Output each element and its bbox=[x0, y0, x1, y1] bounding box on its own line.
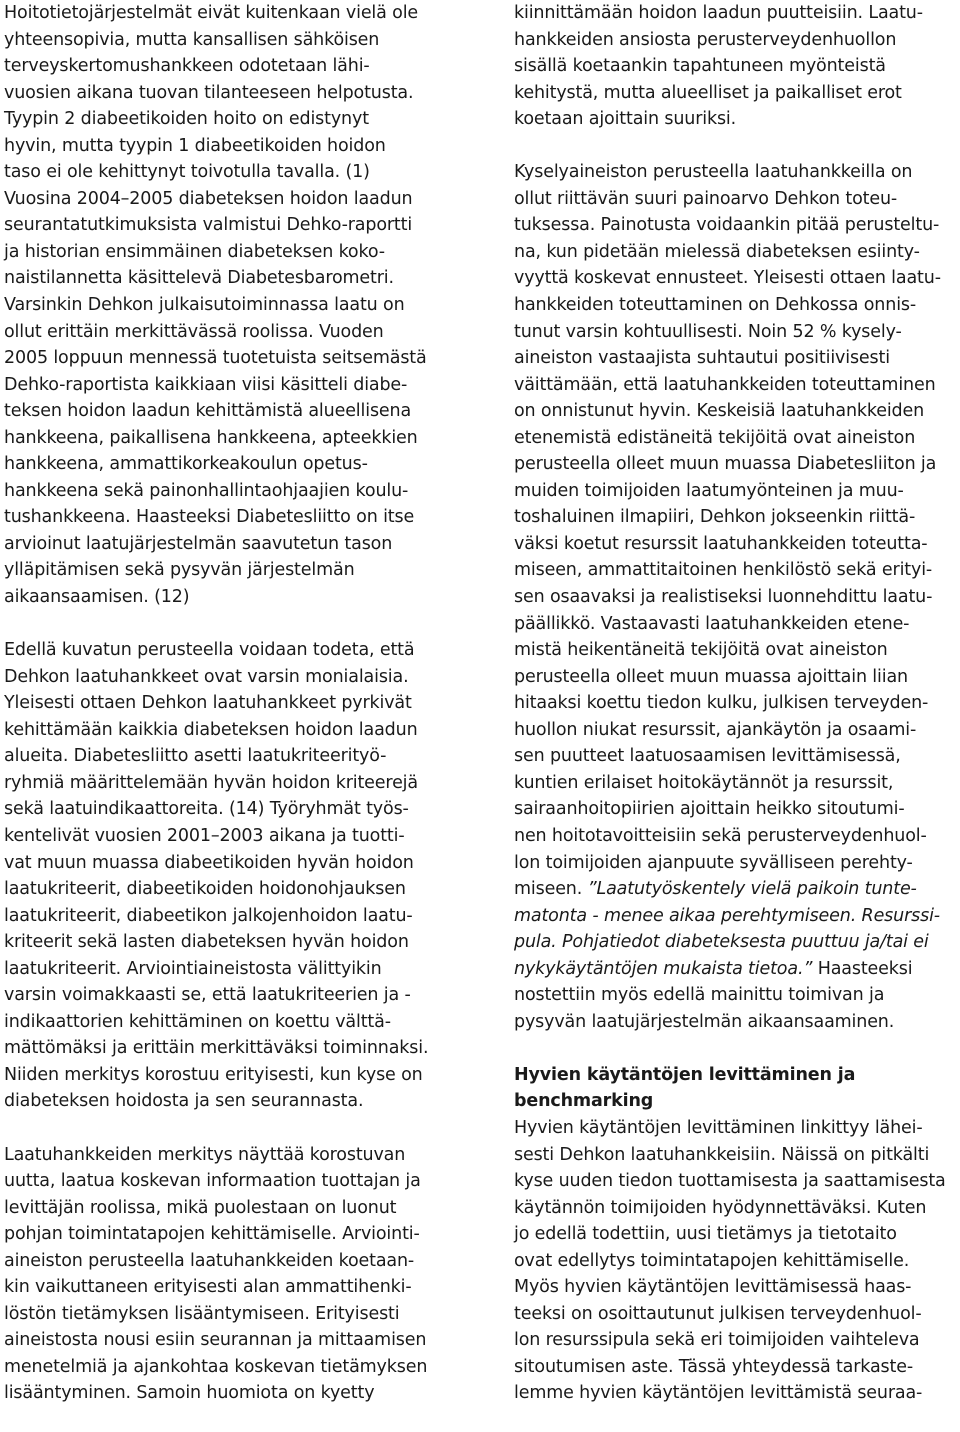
text-line: sen osaavaksi ja realistiseksi luonnehdittu laatu- bbox=[514, 587, 933, 608]
text-line: jo edellä todettiin, uusi tietämys ja tietotaito bbox=[514, 1224, 897, 1245]
text-line: Varsinkin Dehkon julkaisutoiminnassa laatu on bbox=[4, 295, 405, 316]
text-line: ylläpitämisen sekä pysyvän järjestelmän bbox=[4, 560, 355, 581]
text-line: kuntien erilaiset hoitokäytännöt ja resurssit, bbox=[514, 772, 894, 793]
text-line: ollut riittävän suuri painoarvo Dehkon toteu- bbox=[514, 188, 898, 209]
text-line: pysyvän laatujärjestelmän aikaansaaminen. bbox=[514, 1011, 895, 1032]
text-line: Dehkon laatuhankkeet ovat varsin monialaisia. bbox=[4, 666, 409, 687]
text-fragment: Haasteeksi bbox=[817, 958, 913, 979]
text-line: laatukriteerit, diabeetikoiden hoidonohjauksen bbox=[4, 879, 406, 900]
text-line: na, kun pidetään mielessä diabeteksen esiinty- bbox=[514, 241, 920, 262]
text-line: yhteensopivia, mutta kansallisen sähköisen bbox=[4, 29, 380, 50]
right-column bbox=[514, 0, 958, 1407]
text-line: Kyselyaineiston perusteella laatuhankkeilla on bbox=[514, 162, 913, 183]
text-line: hankkeena, ammattikorkeakoulun opetus- bbox=[4, 454, 368, 475]
text-line: nostettiin myös edellä mainittu toimivan ja bbox=[514, 985, 885, 1006]
paragraph-gap bbox=[514, 133, 958, 160]
text-line: 2005 loppuun mennessä tuotetuista seitsemästä bbox=[4, 348, 427, 369]
text-line: uutta, laatua koskevan informaation tuottajan ja bbox=[4, 1171, 421, 1192]
text-line: lon resurssipula sekä eri toimijoiden vaihteleva bbox=[514, 1330, 920, 1351]
text-line: käytännön toimijoiden hyödynnettäväksi. Kuten bbox=[514, 1197, 927, 1218]
text-line: ollut erittäin merkittävässä roolissa. Vuoden bbox=[4, 321, 384, 342]
text-line: Tyypin 2 diabeetikoiden hoito on edistynyt bbox=[4, 109, 369, 130]
text-line: koetaan ajoittain suuriksi. bbox=[514, 109, 737, 130]
text-line: Dehko-raportista kaikkiaan viisi käsitteli diabe- bbox=[4, 374, 408, 395]
quote-text: nykykäytäntöjen mukaista tietoa.” bbox=[514, 958, 813, 979]
text-line: kehitystä, mutta alueelliset ja paikalliset erot bbox=[514, 82, 902, 103]
text-line: sen puutteet laatuosaamisen levittämisessä, bbox=[514, 746, 901, 767]
text-line: aineiston vastaajista suhtautui positiivisesti bbox=[514, 348, 890, 369]
text-line: vuosien aikana tuovan tilanteeseen helpotusta. bbox=[4, 82, 414, 103]
text-line: kehittämään kaikkia diabeteksen hoidon laadun bbox=[4, 719, 418, 740]
left-column bbox=[4, 0, 448, 1407]
text-line: Vuosina 2004–2005 diabeteksen hoidon laadun bbox=[4, 188, 413, 209]
text-line: levittäjän roolissa, mikä puolestaan on luonut bbox=[4, 1197, 397, 1218]
text-line: toshaluinen ilmapiiri, Dehkon jokseenkin riittä- bbox=[514, 507, 916, 528]
section-heading: Hyvien käytäntöjen levittäminen ja bbox=[514, 1064, 856, 1085]
text-line: teksen hoidon laadun kehittämistä alueellisena bbox=[4, 401, 412, 422]
text-line: alueita. Diabetesliitto asetti laatukriteerityö- bbox=[4, 746, 387, 767]
section-best-practices bbox=[514, 1062, 958, 1407]
text-line: Hyvien käytäntöjen levittäminen linkittyy lähei- bbox=[514, 1117, 923, 1138]
paragraph-1 bbox=[4, 0, 448, 611]
quote-text: ”Laatutyöskentely vielä paikoin tunte- bbox=[587, 879, 917, 900]
text-line: kyse uuden tiedon tuottamisesta ja saattamisesta bbox=[514, 1171, 946, 1192]
text-line: laatukriteerit. Arviointiaineistosta välittyikin bbox=[4, 958, 382, 979]
text-line: tuksessa. Painotusta voidaankin pitää perusteltu- bbox=[514, 215, 940, 236]
text-line: vyyttä koskevat ennusteet. Yleisesti ottaen laatu- bbox=[514, 268, 941, 289]
text-line: lisääntyminen. Samoin huomiota on kyetty bbox=[4, 1383, 375, 1404]
text-line: sesti Dehkon laatuhankkeisiin. Näissä on pitkälti bbox=[514, 1144, 930, 1165]
text-line: lemme hyvien käytäntöjen levittämistä seuraa- bbox=[514, 1383, 923, 1404]
paragraph-4 bbox=[514, 0, 958, 133]
text-line: kiinnittämään hoidon laadun puutteisiin. Laatu- bbox=[514, 3, 923, 23]
text-line: teeksi on osoittautunut julkisen terveydenhuol- bbox=[514, 1303, 922, 1324]
quote-line: matonta - menee aikaa perehtymiseen. Resurssi- bbox=[514, 905, 940, 926]
text-line: diabeteksen hoidosta ja sen seurannasta. bbox=[4, 1091, 364, 1112]
text-line: löstön tietämyksen lisääntymiseen. Erityisesti bbox=[4, 1303, 400, 1324]
text-line: miseen, ammattitaitoinen henkilöstö sekä erityi- bbox=[514, 560, 933, 581]
section-heading: benchmarking bbox=[514, 1091, 654, 1112]
text-fragment: miseen. bbox=[514, 879, 583, 900]
paragraph-gap bbox=[4, 611, 448, 638]
text-line: laatukriteerit, diabeetikon jalkojenhoidon laatu- bbox=[4, 905, 413, 926]
paragraph-3 bbox=[4, 1142, 448, 1407]
text-line: aineistosta nousi esiin seurannan ja mittaamisen bbox=[4, 1330, 427, 1351]
text-line: perusteella olleet muun muassa ajoittain liian bbox=[514, 666, 908, 687]
text-line bbox=[514, 956, 958, 983]
text-line: hankkeena sekä painonhallintaohjaajien koulu- bbox=[4, 480, 409, 501]
text-line: muiden toimijoiden laatumyönteinen ja muu- bbox=[514, 480, 904, 501]
text-line: varsin voimakkaasti se, että laatukriteerien ja - bbox=[4, 985, 411, 1006]
text-line: hankkeiden toteuttaminen on Dehkossa onnis- bbox=[514, 295, 917, 316]
text-line: arvioinut laatujärjestelmän saavutetun tason bbox=[4, 533, 393, 554]
text-line: hyvin, mutta tyypin 1 diabeetikoiden hoidon bbox=[4, 135, 386, 156]
text-line: pohjan toimintatapojen kehittämiselle. Arviointi- bbox=[4, 1224, 420, 1245]
text-line: taso ei ole kehittynyt toivotulla tavalla. (1) bbox=[4, 162, 370, 183]
text-line: väittämään, että laatuhankkeiden toteuttaminen bbox=[514, 374, 936, 395]
text-line bbox=[514, 876, 958, 903]
text-line: hankkeena, paikallisena hankkeena, apteekkien bbox=[4, 427, 418, 448]
quote-line: pula. Pohjatiedot diabeteksesta puuttuu ja/tai ei bbox=[514, 932, 929, 953]
text-line: etenemistä edistäneitä tekijöitä ovat aineiston bbox=[514, 427, 916, 448]
text-line: sairaanhoitopiirien ajoittain heikko sitoutumi- bbox=[514, 799, 905, 820]
text-line: sitoutumisen aste. Tässä yhteydessä tarkaste- bbox=[514, 1356, 913, 1377]
text-line: ja historian ensimmäinen diabeteksen koko- bbox=[4, 241, 385, 262]
text-line: on onnistunut hyvin. Keskeisiä laatuhankkeiden bbox=[514, 401, 925, 422]
text-line: aineiston perusteella laatuhankkeiden koetaan- bbox=[4, 1250, 415, 1271]
text-line: kriteerit sekä lasten diabeteksen hyvän hoidon bbox=[4, 932, 409, 953]
text-line: Edellä kuvatun perusteella voidaan todeta, että bbox=[4, 640, 415, 661]
text-line: päällikkö. Vastaavasti laatuhankkeiden etene- bbox=[514, 613, 910, 634]
text-line: huollon niukat resurssit, ajankäytön ja osaami- bbox=[514, 719, 917, 740]
paragraph-gap bbox=[4, 1115, 448, 1142]
text-line: hankkeiden ansiosta perusterveydenhuollon bbox=[514, 29, 897, 50]
paragraph-5 bbox=[514, 159, 958, 1035]
text-line: seurantatutkimuksista valmistui Dehko-raportti bbox=[4, 215, 413, 236]
text-line: ovat edellytys toimintatapojen kehittämiselle. bbox=[514, 1250, 910, 1271]
text-line: vat muun muassa diabeetikoiden hyvän hoidon bbox=[4, 852, 414, 873]
text-line: sisällä koetaankin tapahtuneen myönteistä bbox=[514, 56, 886, 77]
text-line: mistä heikentäneitä tekijöitä ovat aineiston bbox=[514, 640, 888, 661]
text-line: Laatuhankkeiden merkitys näyttää korostuvan bbox=[4, 1144, 406, 1165]
text-line: ryhmiä määrittelemään hyvän hoidon kriteerejä bbox=[4, 772, 418, 793]
text-line: terveyskertomushankkeen odotetaan lähi- bbox=[4, 56, 370, 77]
text-line: nen hoitotavoitteisiin sekä perusterveydenhuol- bbox=[514, 825, 927, 846]
text-line: tushankkeena. Haasteeksi Diabetesliitto on itse bbox=[4, 507, 415, 528]
text-line: Yleisesti ottaen Dehkon laatuhankkeet pyrkivät bbox=[4, 693, 412, 714]
text-line: sekä laatuindikaattoreita. (14) Työryhmät työs- bbox=[4, 799, 409, 820]
text-line: naistilannetta käsittelevä Diabetesbarometri. bbox=[4, 268, 394, 289]
text-line: Hoitotietojärjestelmät eivät kuitenkaan vielä ole bbox=[4, 3, 419, 23]
text-line: Myös hyvien käytäntöjen levittämisessä haas- bbox=[514, 1277, 912, 1298]
paragraph-2 bbox=[4, 637, 448, 1115]
text-line: menetelmiä ja ajankohtaa koskevan tietämyksen bbox=[4, 1356, 428, 1377]
text-line: perusteella olleet muun muassa Diabetesliiton ja bbox=[514, 454, 937, 475]
text-line: mättömäksi ja erittäin merkittäväksi toiminnaksi. bbox=[4, 1038, 429, 1059]
text-line: indikaattorien kehittäminen on koettu välttä- bbox=[4, 1011, 391, 1032]
text-line: väksi koetut resurssit laatuhankkeiden toteutta- bbox=[514, 533, 928, 554]
paragraph-gap bbox=[514, 1035, 958, 1062]
text-line: aikaansaamisen. (12) bbox=[4, 587, 190, 608]
text-line: kentelivät vuosien 2001–2003 aikana ja tuotti- bbox=[4, 825, 405, 846]
text-line: kin vaikuttaneen erityisesti alan ammattihenki- bbox=[4, 1277, 412, 1298]
text-line: Niiden merkitys korostuu erityisesti, kun kyse on bbox=[4, 1064, 423, 1085]
text-line: hitaaksi koettu tiedon kulku, julkisen terveyden- bbox=[514, 693, 929, 714]
text-line: lon toimijoiden ajanpuute syvälliseen perehty- bbox=[514, 852, 913, 873]
text-line: tunut varsin kohtuullisesti. Noin 52 % kysely- bbox=[514, 321, 902, 342]
